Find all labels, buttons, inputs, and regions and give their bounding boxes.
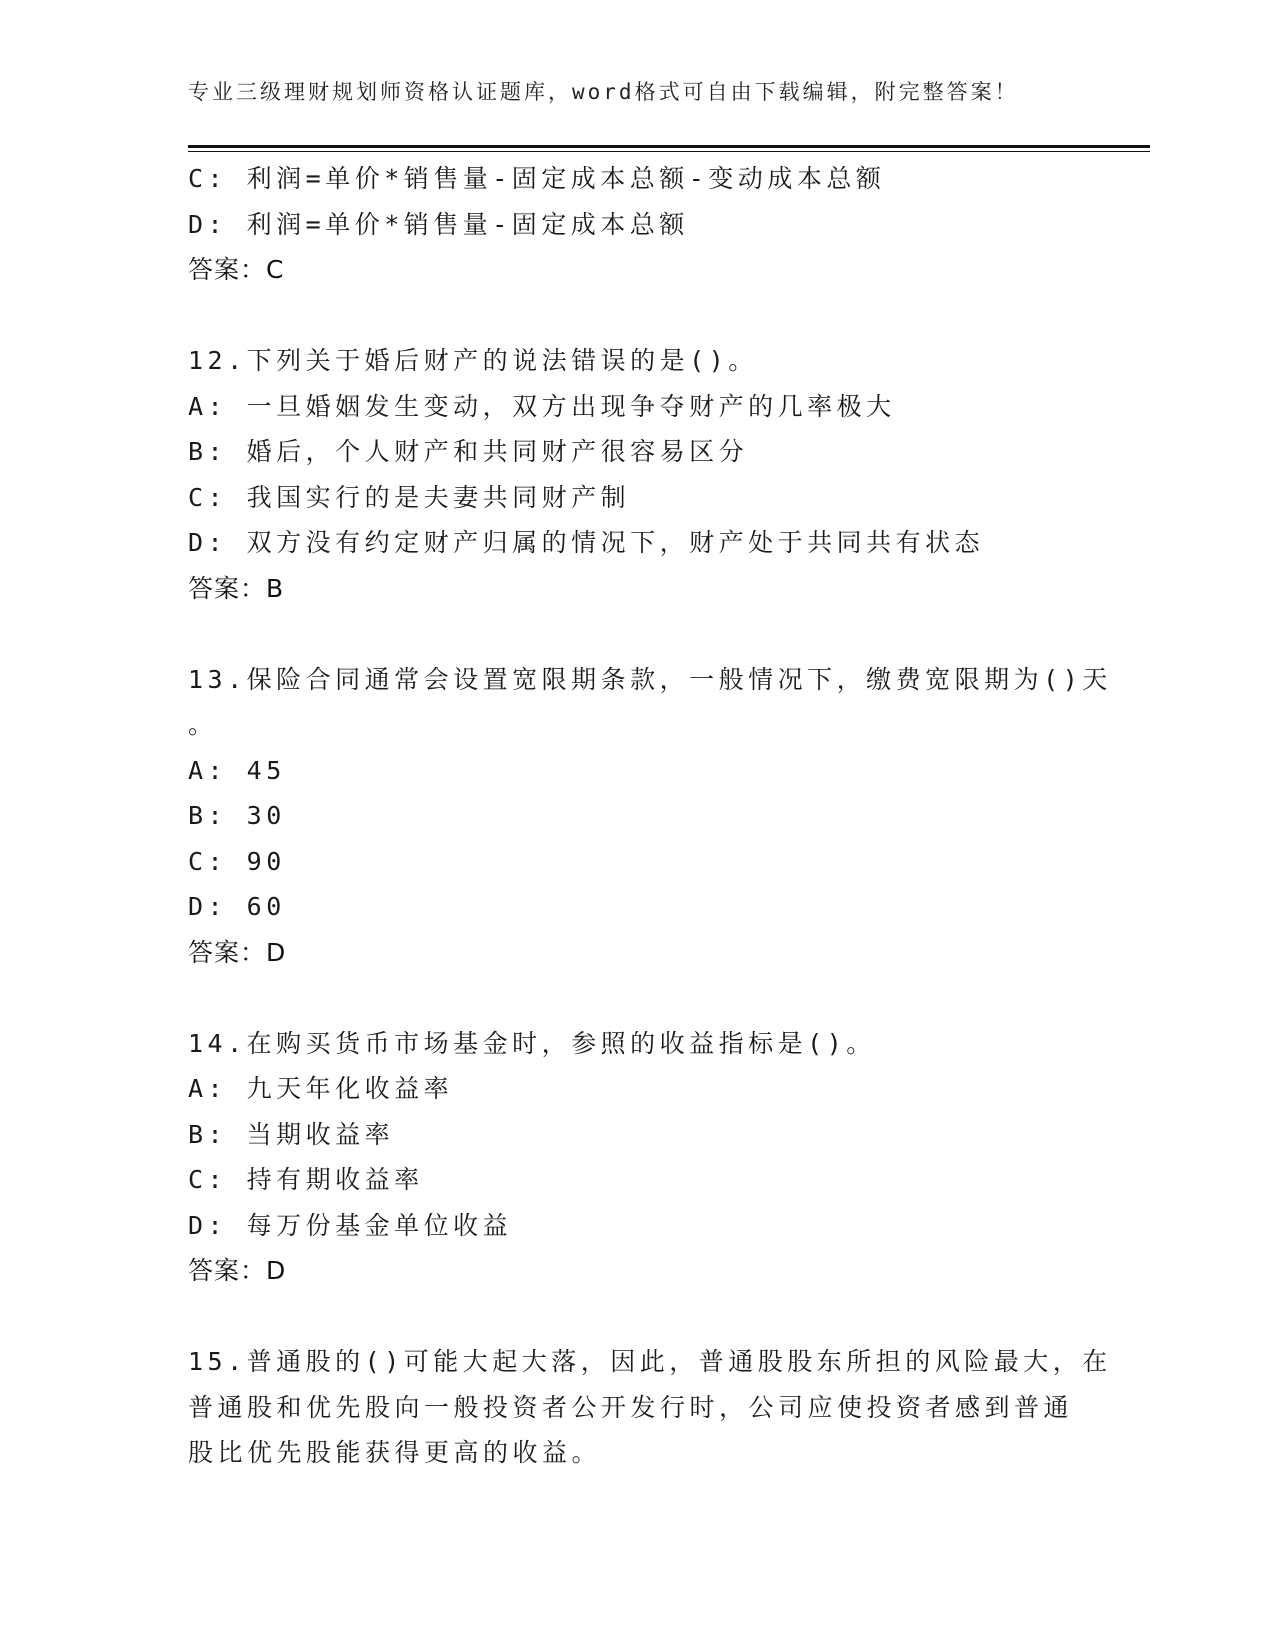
option-d: D: 双方没有约定财产归属的情况下，财产处于共同共有状态 (188, 528, 985, 557)
question-12 (188, 338, 1088, 611)
question-text-continued: 股比优先股能获得更高的收益。 (188, 1438, 602, 1467)
option-a: A: 45 (188, 755, 286, 785)
option-a: A: 九天年化收益率 (188, 1074, 454, 1103)
question-13 (188, 657, 1112, 976)
answer: 答案：D (188, 1256, 287, 1285)
option-d: D: 利润=单价*销售量-固定成本总额 (188, 209, 689, 239)
header-rule-thin (188, 151, 1150, 152)
question-text: 15.普通股的()可能大起大落，因此，普通股股东所担的风险最大，在 (188, 1347, 1112, 1376)
spacer (188, 611, 1088, 657)
option-b: B: 当期收益率 (188, 1119, 395, 1149)
option-d: D: 每万份基金单位收益 (188, 1210, 513, 1240)
spacer (188, 293, 1088, 339)
header-rule-thick (188, 145, 1150, 148)
spacer (188, 1294, 1088, 1340)
spacer (188, 975, 1088, 1021)
question-text-continued: 普通股和优先股向一般投资者公开发行时，公司应使投资者感到普通 (188, 1392, 1074, 1422)
question-14 (188, 1021, 1088, 1294)
question-text: 14.在购买货币市场基金时，参照的收益指标是()。 (188, 1028, 876, 1058)
option-a: A: 一旦婚姻发生变动，双方出现争夺财产的几率极大 (188, 391, 896, 421)
question-15 (188, 1339, 1112, 1476)
option-c: C: 持有期收益率 (188, 1165, 424, 1194)
question-text: 12.下列关于婚后财产的说法错误的是()。 (188, 346, 758, 375)
answer: 答案：B (188, 573, 285, 603)
option-b: B: 婚后，个人财产和共同财产很容易区分 (188, 437, 749, 466)
answer: 答案：D (188, 937, 287, 967)
option-c: C: 90 (188, 846, 286, 876)
option-c: C: 利润=单价*销售量-固定成本总额-变动成本总额 (188, 164, 886, 193)
page-header: 专业三级理财规划师资格认证题库，word格式可自由下载编辑，附完整答案！ (188, 80, 1019, 104)
option-c: C: 我国实行的是夫妻共同财产制 (188, 482, 631, 512)
option-d: D: 60 (188, 892, 286, 921)
option-b: B: 30 (188, 801, 286, 830)
answer: 答案：C (188, 255, 285, 284)
question-content (188, 156, 1112, 1476)
question-text: 13.保险合同通常会设置宽限期条款，一般情况下，缴费宽限期为()天 (188, 664, 1112, 694)
question-11 (188, 156, 1088, 293)
question-text-continued: 。 (188, 710, 218, 739)
